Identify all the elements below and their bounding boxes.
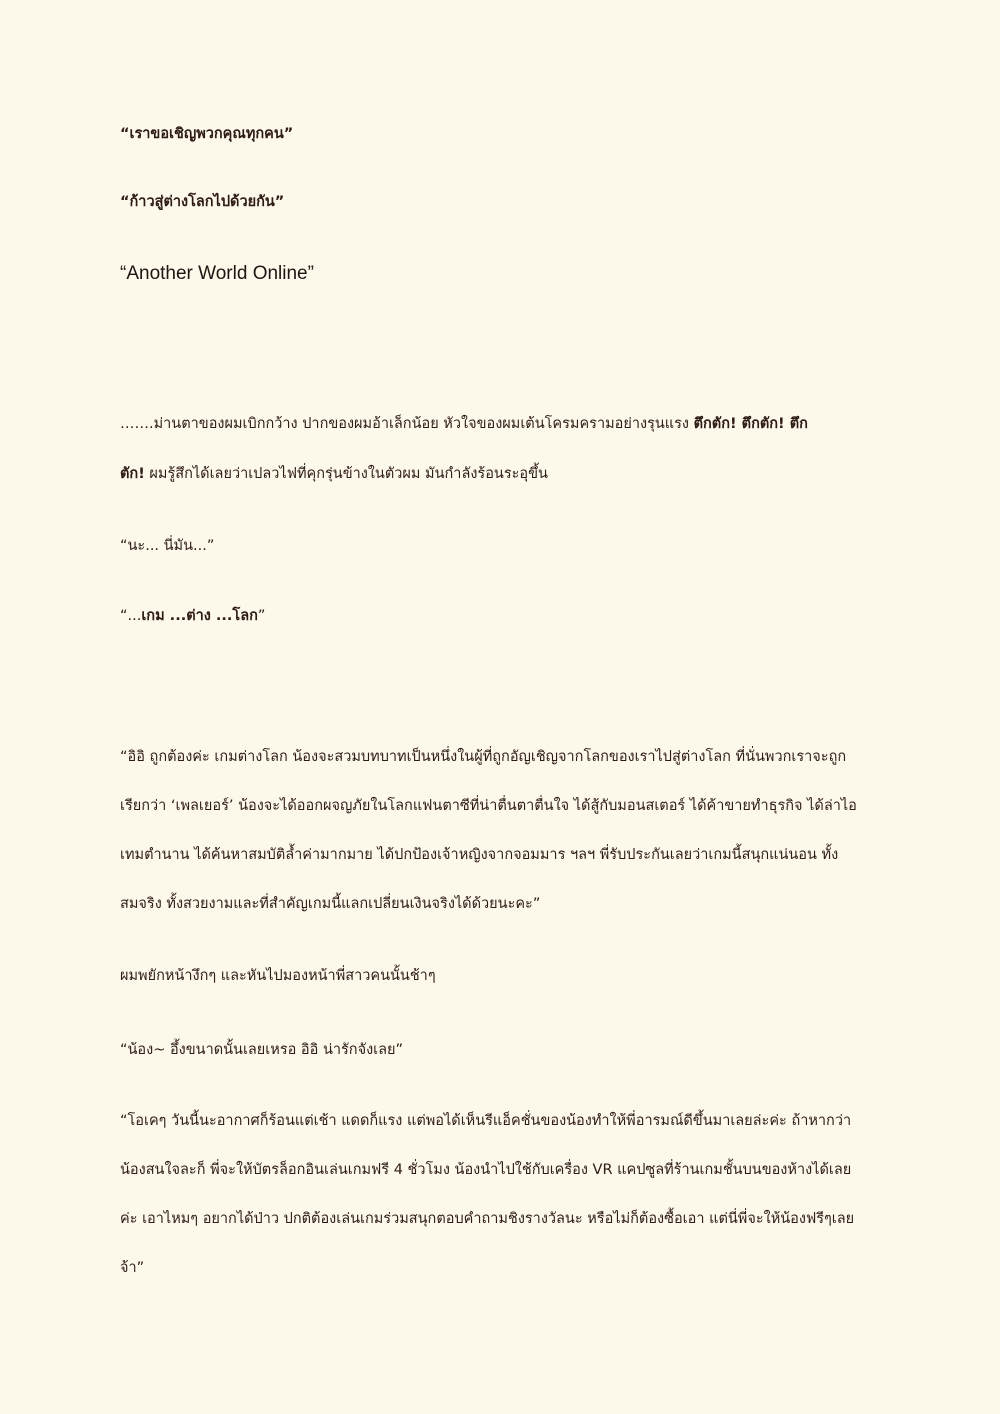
narration-nod: ผมพยักหน้างึกๆ และหันไปมองหน้าพี่สาวคนนั้นช้าๆ bbox=[120, 968, 436, 984]
narration-text: …….ม่านตาของผมเบิกกว้าง ปากของผมอ้าเล็กน้อย หัวใจของผมเต้นโครมครามอย่างรุนแรง bbox=[120, 416, 694, 432]
paragraph-row bbox=[120, 414, 808, 434]
paragraph-row: เรียกว่า ‘เพลเยอร์’ น้องจะได้ออกผจญภัยในโลกแฟนตาซีที่น่าตื่นตาตื่นใจ ได้สู้กับมอนสเตอร์ ได้ค้าขายทำธุรกิจ ได้ล่าไอ bbox=[120, 798, 857, 814]
quote-stunned: “น้อง~ อึ้งขนาดนั้นเลยเหรอ อิอิ น่ารักจังเลย” bbox=[120, 1042, 403, 1058]
paragraph-row: น้องสนใจละก็ พี่จะให้บัตรล็อกอินเล่นเกมฟรี 4 ชั่วโมง น้องนำไปใช้กับเครื่อง VR แคปซูลที่ร้านเกมชั้นบนของห้างได้เลย bbox=[120, 1162, 852, 1178]
paragraph-heartbeat bbox=[120, 414, 885, 494]
line-enter-world: “ก้าวสู่ต่างโลกไปด้วยกัน” bbox=[120, 194, 285, 210]
quote-close: ” bbox=[257, 608, 266, 624]
heartbeat-sound: ตัก! bbox=[120, 466, 145, 482]
paragraph-row bbox=[120, 464, 548, 484]
game-title: “Another World Online” bbox=[120, 263, 314, 284]
quote-open: “... bbox=[120, 608, 142, 624]
heartbeat-sound: ตึกตัก! ตึกตัก! ตึก bbox=[693, 416, 808, 432]
paragraph-game-intro bbox=[120, 747, 885, 927]
paragraph-row: จ้า” bbox=[120, 1260, 145, 1276]
paragraph-free-pass bbox=[120, 1111, 885, 1291]
quote-game-words: เกม ...ต่าง ...โลก bbox=[141, 608, 258, 624]
quote-another-world-game bbox=[120, 606, 265, 626]
paragraph-row: เทมตำนาน ได้ค้นหาสมบัติล้ำค่ามากมาย ได้ปกป้องเจ้าหญิงจากจอมมาร ฯลฯ พี่รับประกันเลยว่าเกมนี้สนุกแน่นอน ทั้ง bbox=[120, 847, 839, 863]
paragraph-row: “โอเคๆ วันนี้นะอากาศก็ร้อนแต่เช้า แดดก็แรง แต่พอได้เห็นรีแอ็คชั่นของน้องทำให้พี่อารมณ์ดีขึ้นมาเลยล่ะค่ะ ถ้าหากว่า bbox=[120, 1113, 852, 1129]
quote-this-is: “นะ... นี่มัน...” bbox=[120, 538, 215, 554]
paragraph-row: ค่ะ เอาไหมๆ อยากได้ป่าว ปกติต้องเล่นเกมร่วมสนุกตอบคำถามชิงรางวัลนะ หรือไม่ก็ต้องซื้อเอา แต่นี่พี่จะให้น้องฟรีๆเลย bbox=[120, 1211, 855, 1227]
paragraph-row: “อิอิ ถูกต้องค่ะ เกมต่างโลก น้องจะสวมบทบาทเป็นหนึ่งในผู้ที่ถูกอัญเชิญจากโลกของเราไปสู่ต่างโลก ที่นั่นพวกเราจะถูก bbox=[120, 749, 847, 765]
narration-text: ผมรู้สึกได้เลยว่าเปลวไฟที่คุกรุ่นข้างในตัวผม มันกำลังร้อนระอุขึ้น bbox=[144, 466, 548, 482]
line-invite: “เราขอเชิญพวกคุณทุกคน” bbox=[120, 126, 294, 142]
paragraph-row: สมจริง ทั้งสวยงามและที่สำคัญเกมนี้แลกเปลี่ยนเงินจริงได้ด้วยนะคะ” bbox=[120, 896, 541, 912]
